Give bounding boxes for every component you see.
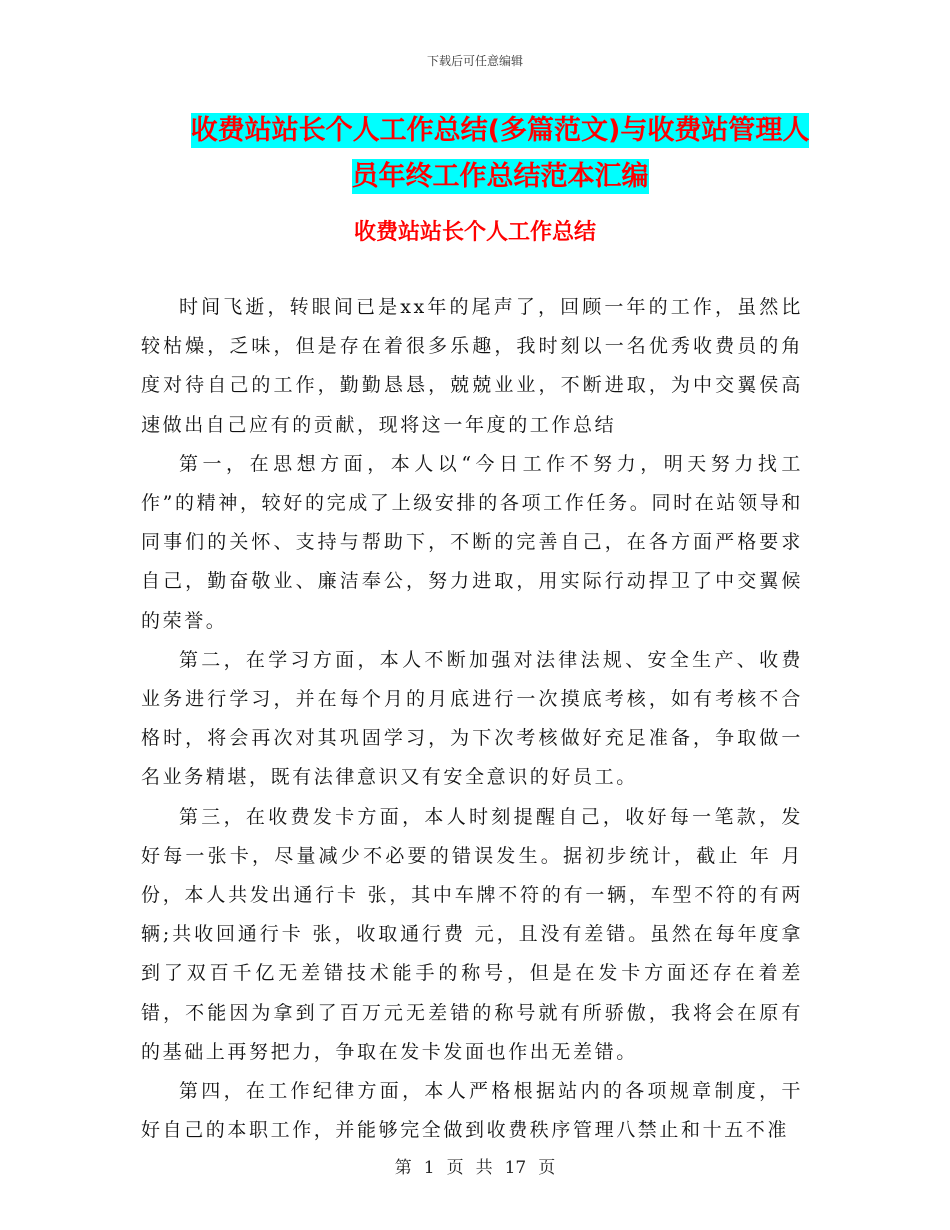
footer-label-page: 第 (394, 1158, 412, 1178)
footer-current-page: 1 (423, 1158, 435, 1178)
document-title-text: 收费站站长个人工作总结(多篇范文)与收费站管理人员年终工作总结范本汇编 (190, 115, 810, 192)
section-title: 收费站站长个人工作总结 (353, 220, 596, 245)
document-title (180, 108, 820, 200)
paragraph-third: 第三，在收费发卡方面，本人时刻提醒自己，收好每一笔款，发好每一张卡，尽量减少不必要的错误发生。据初步统计，截止 年 月份，本人共发出通行卡 张，其中车牌不符的有一辆，车型不符的有两辆;共收回通行卡 张，收取通行费 元，且没有差错。虽然在每年度拿到了双百千亿无差错技术能手的称号，但是在发卡方面还存在着差错，不能因为拿到了百万元无差错的称号就有所骄傲，我将会在原有的基础上再努把力，争取在发卡发面也作出无差错。 (141, 805, 803, 1063)
document-body (141, 288, 803, 1150)
paragraph-fourth: 第四，在工作纪律方面，本人严格根据站内的各项规章制度，干好自己的本职工作，并能够完全做到收费秩序管理八禁止和十五不准 (141, 1080, 803, 1142)
footer-label-total: 共 (475, 1158, 493, 1178)
paragraph-intro: 时间飞逝，转眼间已是xx年的尾声了，回顾一年的工作，虽然比较枯燥，乏味，但是存在着很多乐趣，我时刻以一名优秀收费员的角度对待自己的工作，勤勤恳恳，兢兢业业，不断进取，为中交翼侯高速做出自己应有的贡献，现将这一年度的工作总结 (141, 296, 803, 436)
page-footer (0, 1153, 950, 1178)
header-note: 下载后可任意编辑 (426, 54, 523, 68)
footer-total-pages: 17 (504, 1158, 527, 1178)
paragraph-second: 第二，在学习方面，本人不断加强对法律法规、安全生产、收费业务进行学习，并在每个月的月底进行一次摸底考核，如有考核不合格时，将会再次对其巩固学习，为下次考核做好充足准备，争取做一名业务精堪，既有法律意识又有安全意识的好员工。 (141, 648, 803, 789)
paragraph-first: 第一，在思想方面，本人以“今日工作不努力，明天努力找工作”的精神，较好的完成了上级安排的各项工作任务。同时在站领导和同事们的关怀、支持与帮助下，不断的完善自己，在各方面严格要求自己，勤奋敬业、廉洁奉公，努力进取，用实际行动捍卫了中交翼候的荣誉。 (141, 452, 803, 632)
footer-label-unit-end: 页 (538, 1158, 556, 1178)
footer-label-unit: 页 (446, 1158, 464, 1178)
